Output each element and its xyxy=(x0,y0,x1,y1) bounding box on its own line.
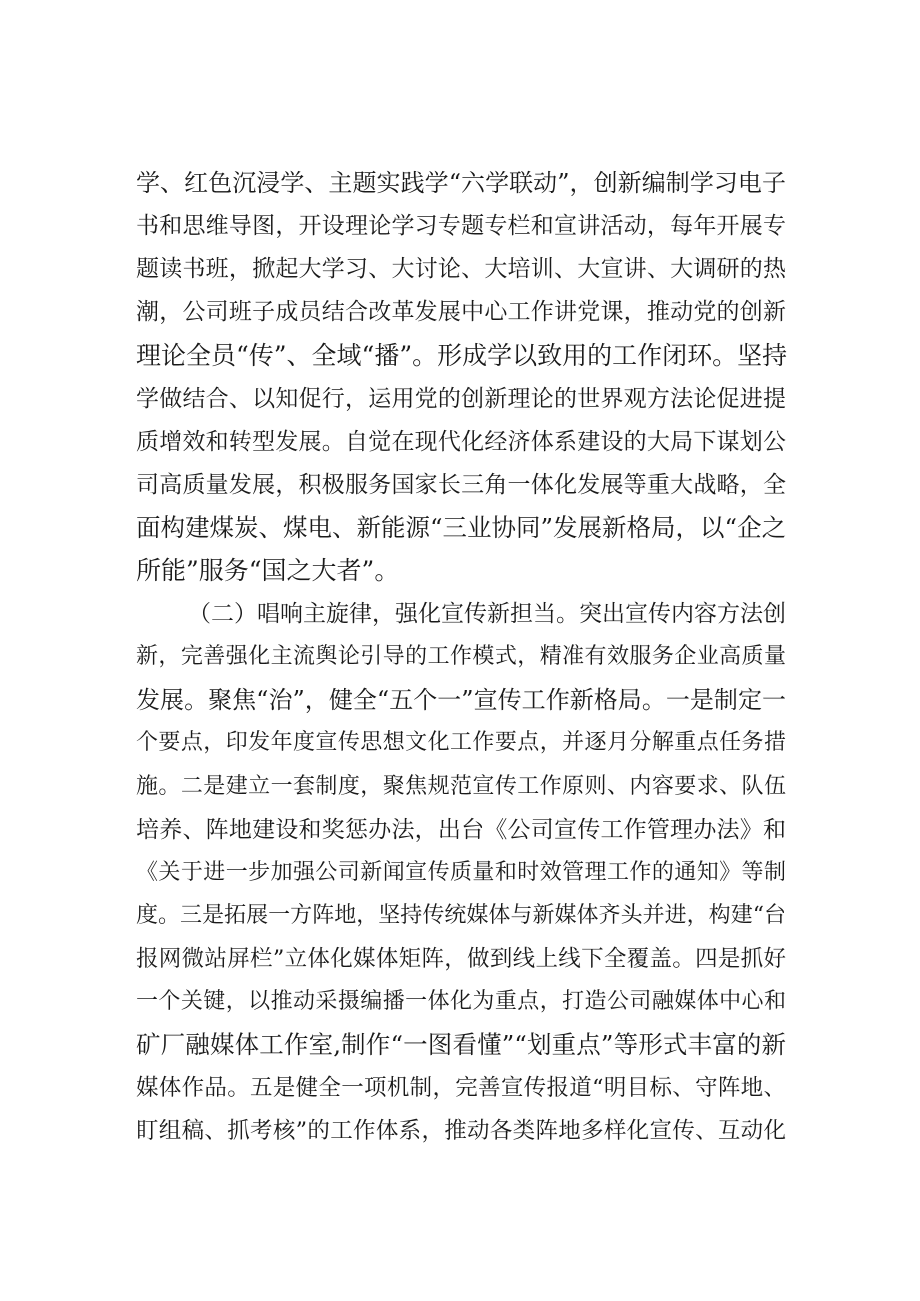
paragraph-2-line-5: 施。二是建立一套制度，聚焦规范宣传工作原则、内容要求、队伍 xyxy=(136,774,786,799)
paragraph-2-line-4: 个要点，印发年度宣传思想文化工作要点，并逐月分解重点任务措 xyxy=(136,730,786,755)
paragraph-2-line-6: 培养、阵地建设和奖惩办法，出台《公司宣传工作管理办法》和 xyxy=(136,817,786,843)
paragraph-1-line-8: 司高质量发展，积极服务国家长三角一体化发展等重大战略，全 xyxy=(136,472,786,498)
paragraph-2-line-13: 盯组稿、抓考核”的工作体系，推动各类阵地多样化宣传、互动化 xyxy=(136,1118,786,1144)
paragraph-1-line-1: 学、红色沉浸学、主题实践学“六学联动”，创新编制学习电子 xyxy=(136,169,786,197)
paragraph-2-line-2: 新，完善强化主流舆论引导的工作模式，精准有效服务企业高质量 xyxy=(136,644,786,669)
paragraph-1-line-10: 所能”服务“国之大者”。 xyxy=(136,556,400,585)
paragraph-1-line-3: 题读书班，掀起大学习、大讨论、大培训、大宣讲、大调研的热 xyxy=(136,256,786,282)
paragraph-2-line-11: 矿厂融媒体工作室,制作“一图看懂”“划重点”等形式丰富的新 xyxy=(136,1030,786,1059)
paragraph-2-line-8: 度。三是拓展一方阵地，坚持传统媒体与新媒体齐头并进，构建“台 xyxy=(136,903,786,928)
paragraph-1-line-4: 潮，公司班子成员结合改革发展中心工作讲党课，推动党的创新 xyxy=(136,299,786,325)
paragraph-1-line-5: 理论全员“传”、全域“播”。形成学以致用的工作闭环。坚持 xyxy=(136,341,788,370)
paragraph-1-line-2: 书和思维导图，开设理论学习专题专栏和宣讲活动，每年开展专 xyxy=(136,213,786,239)
paragraph-2-line-10: 一个关键，以推动采摄编播一体化为重点，打造公司融媒体中心和 xyxy=(136,989,786,1014)
paragraph-1-line-9: 面构建煤炭、煤电、新能源“三业协同”发展新格局，以“企之 xyxy=(136,513,787,542)
paragraph-2-line-7: 《关于进一步加强公司新闻宣传质量和时效管理工作的通知》等制 xyxy=(136,860,786,885)
paragraph-2-line-12: 媒体作品。五是健全一项机制，完善宣传报道“明目标、守阵地、 xyxy=(136,1075,786,1101)
paragraph-2-line-3: 发展。聚焦“治”，健全“五个一”宣传工作新格局。一是制定一 xyxy=(136,686,786,714)
paragraph-2-line-1: （二）唱响主旋律，强化宣传新担当。突出宣传内容方法创 xyxy=(188,601,786,627)
paragraph-2-line-9: 报网微站屏栏”立体化媒体矩阵，做到线上线下全覆盖。四是抓好 xyxy=(136,946,786,972)
paragraph-1-line-7: 质增效和转型发展。自觉在现代化经济体系建设的大局下谋划公 xyxy=(136,429,786,455)
paragraph-1-line-6: 学做结合、以知促行，运用党的创新理论的世界观方法论促进提 xyxy=(136,386,786,412)
